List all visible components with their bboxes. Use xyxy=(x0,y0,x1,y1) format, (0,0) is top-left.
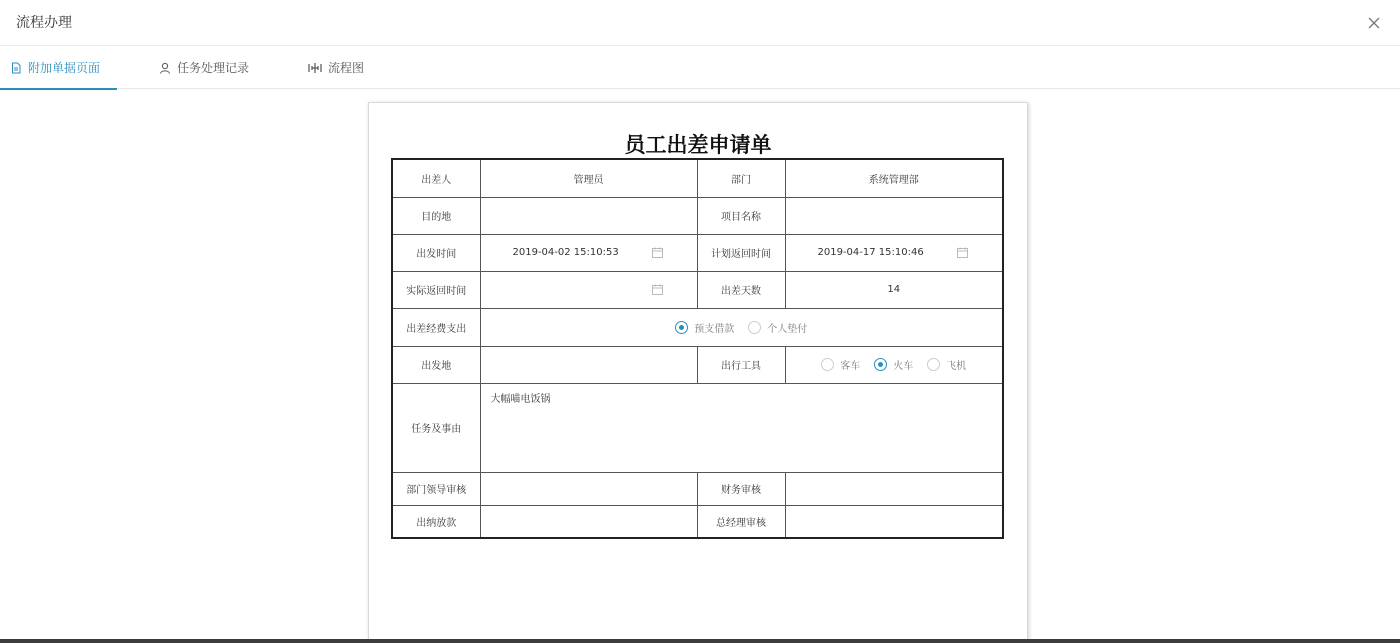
table-row xyxy=(392,234,1003,271)
radio-selected-icon xyxy=(874,358,887,371)
depart-time-value: 2019-04-02 15:10:53 xyxy=(512,247,619,258)
project-field[interactable] xyxy=(785,197,1003,234)
cashier-label: 出纳放款 xyxy=(392,505,480,538)
plan-return-field[interactable] xyxy=(785,234,1003,271)
expense-radio-group xyxy=(487,320,997,335)
radio-selected-icon xyxy=(675,321,688,334)
depart-time-label: 出发时间 xyxy=(392,234,480,271)
tab-label: 附加单据页面 xyxy=(28,61,101,75)
expense-option-advance[interactable] xyxy=(675,320,734,335)
days-label: 出差天数 xyxy=(697,271,785,308)
table-row xyxy=(392,505,1003,538)
tab-attached-document[interactable] xyxy=(0,46,117,89)
cashier-field[interactable] xyxy=(480,505,697,538)
dept-leader-label: 部门领导审核 xyxy=(392,472,480,505)
traveler-field[interactable]: 管理员 xyxy=(480,159,697,197)
tab-label: 流程图 xyxy=(328,61,365,75)
radio-label: 个人垫付 xyxy=(767,323,808,335)
table-row xyxy=(392,159,1003,197)
table-row xyxy=(392,197,1003,234)
department-field[interactable]: 系统管理部 xyxy=(785,159,1003,197)
expense-field xyxy=(480,308,1003,346)
plan-return-value: 2019-04-17 15:10:46 xyxy=(817,247,924,258)
transport-option-plane[interactable] xyxy=(927,357,966,372)
calendar-icon[interactable] xyxy=(652,284,663,295)
dialog-header xyxy=(0,0,1400,46)
document-page xyxy=(368,102,1028,643)
radio-icon xyxy=(821,358,834,371)
transport-radio-group xyxy=(792,357,997,372)
form-title: 员工出差申请单 xyxy=(624,133,772,157)
calendar-icon[interactable] xyxy=(957,247,968,258)
expense-option-personal[interactable] xyxy=(748,320,807,335)
task-textarea[interactable]: 大幅喵电饭锅 xyxy=(480,383,1003,472)
depart-time-field[interactable] xyxy=(480,234,697,271)
table-row xyxy=(392,383,1003,472)
radio-label: 客车 xyxy=(840,361,861,372)
traveler-label: 出差人 xyxy=(392,159,480,197)
gm-field[interactable] xyxy=(785,505,1003,538)
flow-icon xyxy=(308,62,322,74)
origin-label: 出发地 xyxy=(392,346,480,383)
transport-option-bus[interactable] xyxy=(821,357,860,372)
bottom-bar xyxy=(0,639,1400,643)
calendar-icon[interactable] xyxy=(652,247,663,258)
table-row xyxy=(392,308,1003,346)
origin-field[interactable] xyxy=(480,346,697,383)
actual-return-label: 实际返回时间 xyxy=(392,271,480,308)
project-label: 项目名称 xyxy=(697,197,785,234)
tab-flowchart[interactable] xyxy=(308,46,364,89)
radio-label: 飞机 xyxy=(946,361,967,372)
transport-option-train[interactable] xyxy=(874,357,913,372)
travel-request-form xyxy=(391,158,1004,539)
user-icon xyxy=(159,62,171,74)
expense-label: 出差经费支出 xyxy=(392,308,480,346)
radio-label: 预支借款 xyxy=(694,323,735,335)
task-label: 任务及事由 xyxy=(392,383,480,472)
transport-field xyxy=(785,346,1003,383)
destination-field[interactable] xyxy=(480,197,697,234)
table-row xyxy=(392,346,1003,383)
department-label: 部门 xyxy=(697,159,785,197)
dept-leader-field[interactable] xyxy=(480,472,697,505)
tab-label: 任务处理记录 xyxy=(177,61,250,75)
days-field[interactable]: 14 xyxy=(785,271,1003,308)
document-icon xyxy=(10,62,22,74)
finance-field[interactable] xyxy=(785,472,1003,505)
table-row xyxy=(392,472,1003,505)
dialog-title: 流程办理 xyxy=(16,15,72,31)
finance-label: 财务审核 xyxy=(697,472,785,505)
gm-label: 总经理审核 xyxy=(697,505,785,538)
actual-return-field[interactable] xyxy=(480,271,697,308)
transport-label: 出行工具 xyxy=(697,346,785,383)
plan-return-label: 计划返回时间 xyxy=(697,234,785,271)
destination-label: 目的地 xyxy=(392,197,480,234)
close-icon[interactable] xyxy=(1364,13,1384,33)
radio-label: 火车 xyxy=(893,361,914,372)
radio-icon xyxy=(927,358,940,371)
tab-bar xyxy=(0,46,1400,89)
tab-task-records[interactable] xyxy=(159,46,249,89)
table-row xyxy=(392,271,1003,308)
radio-icon xyxy=(748,321,761,334)
